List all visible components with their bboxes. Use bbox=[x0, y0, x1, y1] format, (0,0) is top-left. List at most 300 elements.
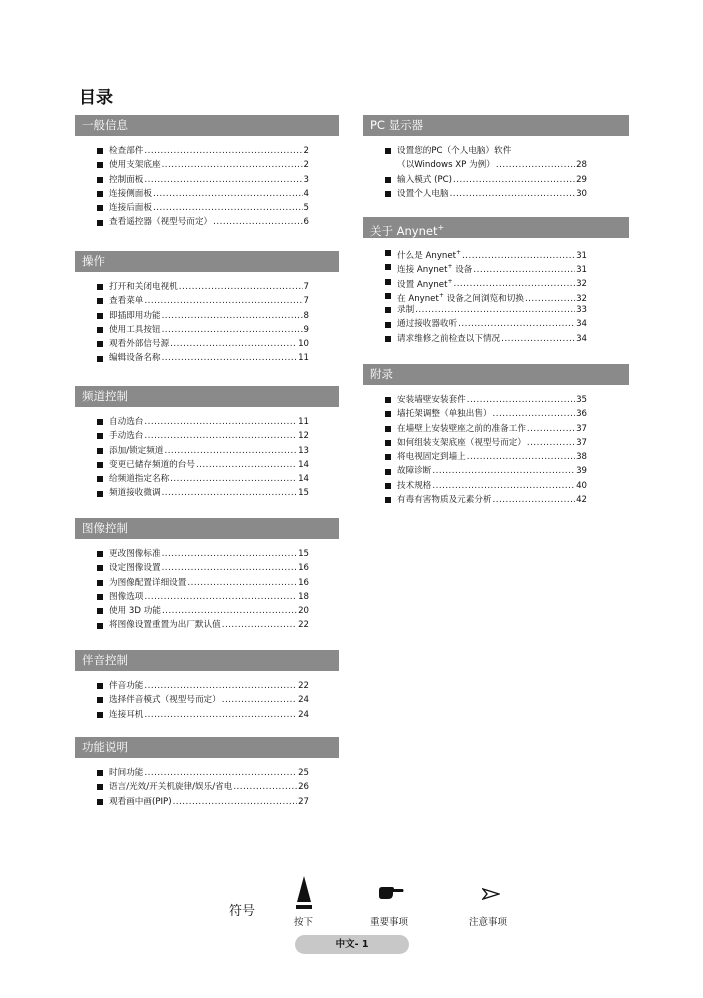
important-caption: 重要事项 bbox=[370, 917, 409, 928]
toc-entry-title bbox=[109, 323, 161, 337]
toc-entry[interactable] bbox=[385, 144, 629, 158]
toc-entry-text: 输入模式 (PC) bbox=[397, 174, 452, 185]
toc-entry-page: 37 bbox=[576, 423, 587, 434]
toc-entry-title bbox=[109, 280, 178, 294]
square-bullet-icon bbox=[97, 799, 103, 805]
page-number-badge: 中文- 1 bbox=[295, 935, 409, 954]
dot-leader bbox=[462, 249, 575, 263]
toc-entry-page: 38 bbox=[576, 452, 587, 463]
square-bullet-icon bbox=[97, 298, 103, 304]
toc-entry[interactable] bbox=[385, 260, 629, 274]
toc-entry-page: 36 bbox=[576, 409, 587, 420]
dot-leader bbox=[432, 479, 575, 493]
toc-entry-text: 语言/光效/开关机旋律/娱乐/省电 bbox=[109, 782, 233, 793]
square-bullet-icon bbox=[97, 683, 103, 689]
toc-entry-page: 26 bbox=[298, 782, 309, 793]
toc-entry-page: 34 bbox=[576, 319, 587, 330]
square-bullet-icon bbox=[97, 177, 103, 183]
square-bullet-icon bbox=[97, 448, 103, 454]
dot-leader bbox=[179, 280, 303, 294]
section-title: 附录 bbox=[370, 367, 393, 381]
toc-entry[interactable] bbox=[97, 561, 339, 575]
toc-entry-page: 24 bbox=[298, 695, 309, 706]
toc-entry-page: 27 bbox=[298, 796, 309, 807]
toc-entry[interactable] bbox=[385, 332, 629, 346]
dot-leader bbox=[144, 173, 302, 187]
square-bullet-icon bbox=[97, 148, 103, 154]
toc-entry[interactable] bbox=[385, 317, 629, 331]
toc-entry[interactable] bbox=[97, 604, 339, 618]
square-bullet-icon bbox=[97, 580, 103, 586]
toc-entry-title bbox=[397, 158, 495, 172]
toc-entry-text: 观看画中画(PIP) bbox=[109, 796, 172, 807]
toc-entry[interactable] bbox=[97, 618, 339, 632]
toc-entry-text: 请求维修之前检查以下情况 bbox=[397, 333, 501, 344]
toc-entry[interactable] bbox=[385, 479, 629, 493]
dot-leader bbox=[162, 351, 297, 365]
dot-leader bbox=[170, 472, 297, 486]
square-bullet-icon bbox=[385, 191, 391, 197]
toc-entry-superscript: + bbox=[438, 291, 444, 299]
toc-entry-text: 编辑设备名称 bbox=[109, 353, 161, 364]
toc-entry-page: 28 bbox=[576, 160, 587, 171]
toc-entry[interactable] bbox=[97, 708, 339, 722]
square-bullet-icon bbox=[97, 491, 103, 497]
dot-leader bbox=[496, 158, 575, 172]
toc-list bbox=[75, 272, 339, 366]
dot-leader bbox=[222, 618, 297, 632]
toc-entry-title bbox=[109, 576, 186, 590]
toc-entry-text: 使用支架底座 bbox=[109, 160, 161, 171]
toc-entry-title bbox=[109, 294, 143, 308]
toc-entry-page: 14 bbox=[298, 474, 309, 485]
square-bullet-icon bbox=[385, 454, 391, 460]
toc-entry-page: 22 bbox=[298, 681, 309, 691]
dot-leader bbox=[458, 317, 575, 331]
dot-leader bbox=[213, 215, 302, 229]
section-title: 频道控制 bbox=[82, 389, 128, 403]
toc-entry-title bbox=[109, 173, 143, 187]
section-header bbox=[75, 115, 339, 136]
toc-entry[interactable] bbox=[97, 576, 339, 590]
dot-leader bbox=[162, 323, 303, 337]
toc-entry[interactable] bbox=[97, 766, 339, 780]
toc-entry-title bbox=[397, 317, 457, 331]
toc-entry-text: 连接侧面板 bbox=[109, 188, 152, 199]
toc-entry[interactable] bbox=[97, 590, 339, 604]
dot-leader bbox=[493, 493, 576, 507]
square-bullet-icon bbox=[97, 433, 103, 439]
toc-entry-page: 39 bbox=[576, 466, 587, 477]
toc-entry-page: 16 bbox=[298, 563, 309, 574]
dot-leader bbox=[144, 590, 297, 604]
section-left-5 bbox=[75, 737, 339, 809]
toc-entry-page: 4 bbox=[303, 188, 309, 199]
dot-leader bbox=[467, 450, 575, 464]
toc-entry-title bbox=[397, 393, 466, 407]
toc-entry[interactable] bbox=[385, 407, 629, 421]
toc-entry-page: 14 bbox=[298, 459, 309, 470]
section-right-2 bbox=[363, 364, 629, 507]
toc-entry-title bbox=[109, 201, 152, 215]
toc-entry[interactable] bbox=[97, 351, 339, 365]
toc-entry-page: 3 bbox=[303, 174, 309, 185]
toc-entry-title bbox=[109, 766, 143, 780]
toc-entry-page: 2 bbox=[303, 160, 309, 171]
toc-entry-title bbox=[397, 303, 414, 317]
section-left-2 bbox=[75, 386, 339, 501]
dot-leader bbox=[170, 337, 297, 351]
toc-entry-title bbox=[109, 215, 212, 229]
section-left-4 bbox=[75, 650, 339, 722]
toc-entry-title bbox=[397, 407, 492, 421]
toc-entry[interactable] bbox=[97, 323, 339, 337]
toc-entry-page: 12 bbox=[298, 431, 309, 442]
dot-leader bbox=[467, 393, 575, 407]
dot-leader bbox=[473, 263, 575, 277]
toc-entry[interactable] bbox=[385, 275, 629, 289]
toc-entry-text: 查看菜单 bbox=[109, 296, 144, 307]
toc-entry[interactable] bbox=[97, 444, 339, 458]
section-title: 操作 bbox=[82, 254, 105, 268]
toc-entry[interactable] bbox=[97, 280, 339, 294]
square-bullet-icon bbox=[385, 397, 391, 403]
toc-list bbox=[363, 238, 629, 346]
square-bullet-icon bbox=[97, 419, 103, 425]
toc-entry-text: 添加/锁定频道 bbox=[109, 445, 164, 456]
toc-entry-title bbox=[397, 187, 449, 201]
dot-leader bbox=[162, 309, 303, 323]
toc-entry-title bbox=[109, 590, 143, 604]
toc-entry-page: 25 bbox=[298, 768, 309, 778]
toc-entry-superscript: + bbox=[456, 249, 462, 256]
toc-entry-superscript: + bbox=[447, 263, 453, 271]
toc-entry-text: 墙托架调整（单独出售） bbox=[397, 409, 492, 420]
toc-entry-text: 如何组装支架底座（视型号而定） bbox=[397, 437, 526, 448]
toc-entry-page: 22 bbox=[298, 620, 309, 631]
toc-entry-page: 42 bbox=[576, 495, 587, 506]
toc-entry-page: 6 bbox=[303, 217, 309, 228]
square-bullet-icon bbox=[97, 191, 103, 197]
toc-entry-page: 7 bbox=[303, 296, 309, 307]
toc-entry-page: 5 bbox=[303, 203, 309, 214]
toc-entry[interactable] bbox=[97, 158, 339, 172]
toc-entry[interactable] bbox=[385, 393, 629, 407]
toc-entry-text: 连接耳机 bbox=[109, 709, 144, 720]
toc-entry-text: （以Windows XP 为例） bbox=[397, 160, 495, 171]
section-right-0 bbox=[363, 115, 629, 201]
toc-entry-text: 观看外部信号源 bbox=[109, 339, 170, 350]
toc-entry-text: 时间功能 bbox=[109, 768, 144, 778]
toc-entry-text: 使用工具按钮 bbox=[109, 324, 161, 335]
toc-list bbox=[363, 136, 629, 201]
toc-entry-page: 9 bbox=[303, 324, 309, 335]
square-bullet-icon bbox=[97, 356, 103, 362]
square-bullet-icon bbox=[385, 497, 391, 503]
toc-entry-page: 32 bbox=[576, 293, 587, 304]
toc-list bbox=[75, 407, 339, 501]
toc-entry-text-after: 设备 bbox=[452, 265, 473, 276]
square-bullet-icon bbox=[97, 712, 103, 718]
toc-entry[interactable] bbox=[385, 493, 629, 507]
toc-entry[interactable] bbox=[97, 795, 339, 809]
toc-entry-title bbox=[397, 493, 492, 507]
toc-entry[interactable] bbox=[97, 144, 339, 158]
toc-entry[interactable] bbox=[97, 486, 339, 500]
square-bullet-icon bbox=[97, 341, 103, 347]
toc-entry-title bbox=[109, 547, 161, 561]
dot-leader bbox=[144, 679, 297, 693]
toc-entry-title bbox=[397, 422, 526, 436]
dot-leader bbox=[493, 407, 576, 421]
square-bullet-icon bbox=[385, 250, 391, 256]
toc-entry-page: 34 bbox=[576, 333, 587, 344]
symbols-legend bbox=[0, 870, 703, 930]
square-bullet-icon bbox=[385, 411, 391, 417]
toc-entry[interactable] bbox=[385, 464, 629, 478]
square-bullet-icon bbox=[385, 469, 391, 475]
toc-entry[interactable] bbox=[97, 187, 339, 201]
dot-leader bbox=[144, 144, 302, 158]
dot-leader bbox=[527, 422, 575, 436]
dot-leader bbox=[450, 187, 575, 201]
toc-entry-text: 使用 3D 功能 bbox=[109, 606, 161, 617]
toc-entry[interactable] bbox=[97, 173, 339, 187]
toc-entry[interactable] bbox=[385, 422, 629, 436]
toc-entry-text: 检查部件 bbox=[109, 146, 144, 156]
toc-entry[interactable] bbox=[97, 415, 339, 429]
toc-entry-page: 24 bbox=[298, 709, 309, 720]
dot-leader bbox=[144, 429, 297, 443]
toc-entry-text: 设置您的PC（个人电脑）软件 bbox=[397, 146, 512, 156]
dot-leader bbox=[432, 464, 575, 478]
dot-leader bbox=[144, 415, 297, 429]
press-caption: 按下 bbox=[294, 917, 314, 928]
square-bullet-icon bbox=[385, 148, 391, 154]
square-bullet-icon bbox=[385, 336, 391, 342]
toc-entry[interactable] bbox=[385, 187, 629, 201]
square-bullet-icon bbox=[385, 307, 391, 313]
section-left-3 bbox=[75, 518, 339, 633]
dot-leader bbox=[222, 693, 297, 707]
square-bullet-icon bbox=[385, 279, 391, 285]
toc-entry[interactable] bbox=[385, 289, 629, 303]
section-header bbox=[363, 364, 629, 385]
square-bullet-icon bbox=[97, 205, 103, 211]
toc-entry[interactable] bbox=[385, 246, 629, 260]
toc-entry-title bbox=[109, 780, 232, 794]
toc-entry-title bbox=[109, 486, 161, 500]
toc-entry-page: 32 bbox=[576, 279, 587, 290]
toc-entry-page: 7 bbox=[303, 282, 309, 292]
toc-entry-text: 安装墙壁安装套件 bbox=[397, 395, 466, 405]
square-bullet-icon bbox=[97, 697, 103, 703]
toc-entry-text: 将图像设置重置为出厂默认值 bbox=[109, 620, 221, 631]
section-header bbox=[75, 386, 339, 407]
dot-leader bbox=[196, 458, 297, 472]
toc-entry[interactable] bbox=[97, 201, 339, 215]
toc-entry-title bbox=[109, 429, 143, 443]
toc-entry[interactable] bbox=[97, 679, 339, 693]
toc-entry-text: 频道接收微调 bbox=[109, 488, 161, 499]
toc-entry-title bbox=[109, 415, 143, 429]
square-bullet-icon bbox=[97, 327, 103, 333]
symbols-label: 符号 bbox=[229, 904, 256, 919]
dot-leader bbox=[153, 187, 303, 201]
toc-entry-superscript: + bbox=[447, 277, 453, 285]
toc-entry[interactable] bbox=[97, 309, 339, 323]
dot-leader bbox=[162, 158, 303, 172]
toc-entry[interactable] bbox=[97, 693, 339, 707]
toc-entry-title bbox=[109, 144, 143, 158]
section-header bbox=[75, 737, 339, 758]
square-bullet-icon bbox=[97, 476, 103, 482]
toc-entry-text: 控制面板 bbox=[109, 174, 144, 185]
section-header bbox=[75, 650, 339, 671]
dot-leader bbox=[162, 547, 297, 561]
toc-entry-text: 选择伴音模式（视型号而定） bbox=[109, 695, 221, 706]
toc-entry-text: 技术规格 bbox=[397, 480, 432, 491]
dot-leader bbox=[415, 303, 575, 317]
square-bullet-icon bbox=[97, 594, 103, 600]
toc-entry-page: 15 bbox=[298, 549, 309, 559]
toc-entry[interactable] bbox=[97, 215, 339, 229]
toc-entry-title bbox=[109, 618, 221, 632]
dot-leader bbox=[153, 201, 303, 215]
note-caption: 注意事项 bbox=[469, 917, 508, 928]
page-title: 目录 bbox=[79, 88, 113, 108]
toc-entry-page: 31 bbox=[576, 265, 587, 276]
toc-entry-text: 手动选台 bbox=[109, 431, 144, 442]
note-arrow-icon bbox=[482, 888, 500, 900]
toc-entry-text: 打开和关闭电视机 bbox=[109, 282, 178, 292]
square-bullet-icon bbox=[385, 293, 391, 299]
toc-entry-text: 录制 bbox=[397, 305, 415, 316]
square-bullet-icon bbox=[385, 264, 391, 270]
toc-entry-text: 连接后面板 bbox=[109, 203, 152, 214]
toc-entry-page: 10 bbox=[298, 339, 309, 350]
section-title: PC 显示器 bbox=[370, 118, 424, 132]
square-bullet-icon bbox=[97, 565, 103, 571]
toc-entry[interactable] bbox=[97, 337, 339, 351]
section-header bbox=[75, 251, 339, 272]
toc-entry-title bbox=[109, 561, 161, 575]
toc-entry-title bbox=[109, 679, 143, 693]
toc-entry-page: 11 bbox=[298, 417, 309, 427]
dot-leader bbox=[187, 576, 297, 590]
toc-entry-page: 33 bbox=[576, 305, 587, 316]
toc-entry-title bbox=[397, 479, 431, 493]
toc-entry-title bbox=[109, 693, 221, 707]
toc-entry-text: 什么是 Anynet bbox=[397, 250, 457, 261]
toc-entry-text: 通过接收器收听 bbox=[397, 319, 458, 330]
section-title: 功能说明 bbox=[82, 740, 128, 754]
dot-leader bbox=[453, 173, 575, 187]
toc-entry-page: 11 bbox=[298, 353, 309, 364]
toc-entry-page: 30 bbox=[576, 188, 587, 199]
toc-entry-text: 有毒有害物质及元素分析 bbox=[397, 495, 492, 506]
toc-entry-text: 设置 Anynet bbox=[397, 279, 448, 290]
toc-entry-page: 15 bbox=[298, 488, 309, 499]
toc-entry[interactable] bbox=[97, 429, 339, 443]
toc-entry-title bbox=[109, 708, 143, 722]
dot-leader bbox=[144, 294, 302, 308]
dot-leader bbox=[501, 332, 575, 346]
toc-entry[interactable] bbox=[97, 472, 339, 486]
toc-entry-title bbox=[109, 604, 161, 618]
section-header bbox=[363, 217, 629, 238]
toc-entry[interactable] bbox=[97, 458, 339, 472]
square-bullet-icon bbox=[97, 220, 103, 226]
dot-leader bbox=[144, 766, 297, 780]
section-header bbox=[363, 115, 629, 136]
toc-entry[interactable] bbox=[97, 780, 339, 794]
toc-entry-page: 2 bbox=[303, 146, 309, 156]
toc-entry-title bbox=[109, 351, 161, 365]
toc-list bbox=[75, 136, 339, 230]
dot-leader bbox=[162, 561, 297, 575]
square-bullet-icon bbox=[385, 177, 391, 183]
toc-entry-text: 图像选项 bbox=[109, 591, 144, 602]
toc-list bbox=[75, 758, 339, 809]
dot-leader bbox=[162, 604, 297, 618]
toc-list bbox=[75, 671, 339, 722]
toc-entry-title bbox=[109, 795, 172, 809]
toc-entry-title bbox=[397, 332, 500, 346]
toc-entry-text: 查看遥控器（视型号而定） bbox=[109, 217, 213, 228]
toc-entry[interactable] bbox=[385, 158, 629, 172]
toc-entry-text: 连接 Anynet bbox=[397, 265, 448, 276]
toc-entry[interactable] bbox=[385, 436, 629, 450]
toc-entry-title bbox=[109, 458, 195, 472]
toc-entry-text: 在墙壁上安装壁座之前的准备工作 bbox=[397, 423, 526, 434]
toc-entry[interactable] bbox=[385, 303, 629, 317]
toc-entry-title bbox=[397, 144, 511, 158]
toc-entry-page: 16 bbox=[298, 577, 309, 588]
section-right-1 bbox=[363, 217, 629, 346]
square-bullet-icon bbox=[97, 462, 103, 468]
toc-entry-title bbox=[109, 158, 161, 172]
toc-entry-title bbox=[397, 464, 431, 478]
toc-entry-text: 在 Anynet bbox=[397, 293, 439, 304]
square-bullet-icon bbox=[97, 623, 103, 629]
toc-entry-text: 为图像配置详细设置 bbox=[109, 577, 187, 588]
toc-entry-page: 31 bbox=[576, 250, 587, 261]
toc-entry-text: 变更已储存频道的台号 bbox=[109, 459, 195, 470]
section-title: 一般信息 bbox=[82, 118, 128, 132]
dot-leader bbox=[233, 780, 297, 794]
toc-entry[interactable] bbox=[385, 450, 629, 464]
toc-entry-page: 13 bbox=[298, 445, 309, 456]
toc-list bbox=[363, 385, 629, 507]
toc-entry-text: 设定图像设置 bbox=[109, 563, 161, 574]
toc-entry[interactable] bbox=[97, 547, 339, 561]
toc-entry-title bbox=[109, 444, 163, 458]
toc-entry-text: 更改图像标准 bbox=[109, 549, 161, 559]
square-bullet-icon bbox=[97, 162, 103, 168]
toc-entry-title bbox=[397, 173, 452, 187]
toc-entry[interactable] bbox=[385, 173, 629, 187]
toc-entry-text: 故障诊断 bbox=[397, 466, 432, 477]
toc-entry[interactable] bbox=[97, 294, 339, 308]
toc-entry-page: 8 bbox=[303, 310, 309, 321]
dot-leader bbox=[162, 486, 297, 500]
toc-entry-text: 给频道指定名称 bbox=[109, 474, 170, 485]
dot-leader bbox=[173, 795, 297, 809]
toc-entry-title bbox=[397, 436, 526, 450]
pointing-hand-icon bbox=[378, 886, 404, 900]
square-bullet-icon bbox=[385, 162, 391, 168]
